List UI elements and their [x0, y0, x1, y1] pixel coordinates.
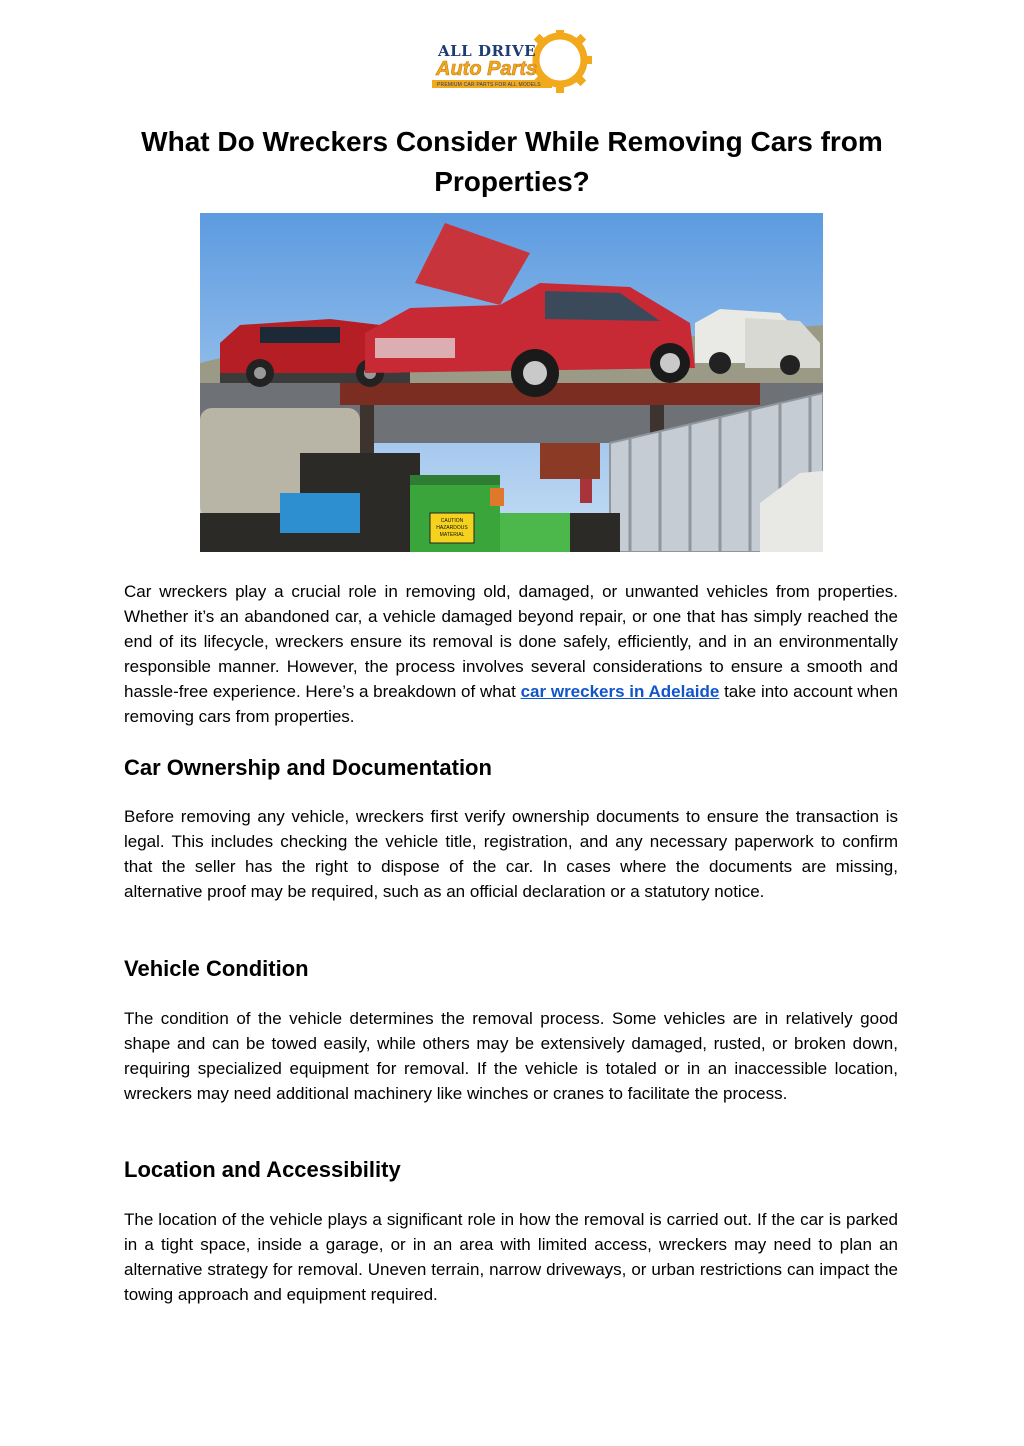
caution-sign-line-2: HAZARDOUS — [436, 525, 468, 531]
wrecked-cars-image — [200, 213, 823, 552]
section-body-ownership: Before removing any vehicle, wreckers first verify ownership documents to ensure the transaction is legal. This includes checking the vehicle title, registration, and any necessary paperwork to confirm that the seller has the right to dispose of the car. In cases where the documents are missing, alternative proof may be required, such as an official declaration or a statutory notice. — [124, 807, 898, 901]
logo-tagline: PREMIUM CAR PARTS FOR ALL MODELS — [437, 82, 541, 88]
section-body-condition: The condition of the vehicle determines the removal process. Some vehicles are in relatively good shape and can be towed easily, while others may be extensively damaged, rusted, or broken down, requiring specialized equipment for removal. If the vehicle is totaled or in an inaccessible location, wreckers may need additional machinery like winches or cranes to facilitate the process. — [124, 1009, 898, 1103]
car-wreckers-adelaide-link[interactable]: car wreckers in Adelaide — [520, 682, 720, 701]
section-heading-condition: Vehicle Condition — [124, 956, 309, 981]
brand-logo — [432, 30, 592, 98]
section-body-location: The location of the vehicle plays a significant role in how the removal is carried out. If the car is parked in a tight space, inside a garage, or in an area with limited access, wreckers may need to plan an alternative strategy for removal. Uneven terrain, narrow driveways, or urban restrictions can impact the towing approach and equipment required. — [124, 1210, 898, 1304]
page-title: What Do Wreckers Consider While Removing Cars from Properties? — [141, 126, 883, 197]
intro-paragraph — [124, 579, 898, 729]
logo-line-2: Auto Parts — [436, 58, 538, 80]
caution-sign-line-3: MATERIAL — [439, 532, 465, 538]
intro-text-before: Car wreckers play a crucial role in removing old, damaged, or unwanted vehicles from properties. Whether it’s an abandoned car, a vehicle damaged beyond repair, or one that has simply reached the end of its lifecycle, wreckers ensure its removal is done safely, efficiently, and in an environmentally responsible manner. However, the process involves several considerations to ensure a smooth and hassle-free experience. Here’s a breakdown of what — [124, 582, 898, 701]
caution-sign-line-1: CAUTION — [440, 518, 464, 524]
section-heading-ownership: Car Ownership and Documentation — [124, 755, 492, 780]
section-heading-location: Location and Accessibility — [124, 1157, 401, 1182]
logo-line-1: ALL DRIVE — [438, 42, 537, 60]
intro-text-after: take into account when removing cars from properties. — [124, 682, 898, 726]
junkyard-photo — [200, 213, 823, 552]
